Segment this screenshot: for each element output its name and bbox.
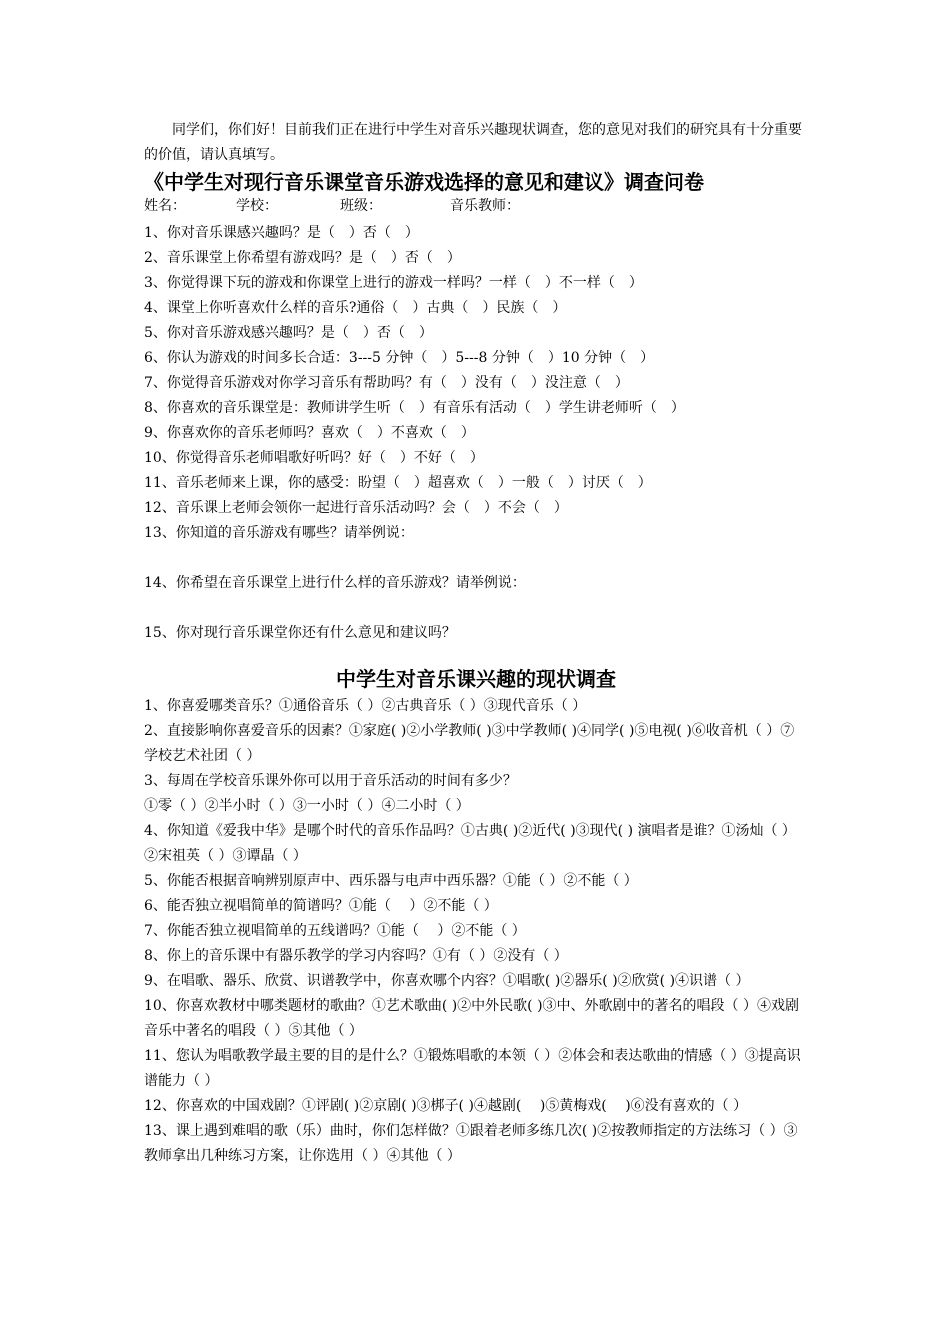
survey1-question-11: 11、音乐老师来上课，你的感受：盼望（ ）超喜欢（ ）一般（ ）讨厌（ ） [144, 475, 652, 491]
survey2-question-11: 11、您认为唱歌教学最主要的目的是什么？①锻炼唱歌的本领（ ）②体会和表达歌曲的情感（ ）③提高识谱能力（ ） [144, 1048, 801, 1089]
intro-paragraph: 同学们，你们好！目前我们正在进行中学生对音乐兴趣现状调查，您的意见对我们的研究具有十分重要的价值，请认真填写。 [144, 122, 802, 163]
survey1-question-6: 6、你认为游戏的时间多长合适：3---5 分钟（ ）5---8 分钟（ ）10 分钟（ ） [144, 350, 655, 366]
survey1-question-10: 10、你觉得音乐老师唱歌好听吗？好（ ）不好（ ） [144, 450, 484, 466]
field-class: 班级： [340, 198, 382, 214]
survey1-question-3: 3、你觉得课下玩的游戏和你课堂上进行的游戏一样吗？一样（ ）不一样（ ） [144, 275, 643, 291]
survey2-question-1: 1、你喜爱哪类音乐？①通俗音乐（ ）②古典音乐（ ）③现代音乐（ ） [144, 698, 587, 714]
survey2-question-8: 8、你上的音乐课中有器乐教学的学习内容吗？①有（ ）②没有（ ） [144, 948, 568, 964]
answer-space [144, 546, 808, 571]
survey1-question-4: 4、课堂上你听喜欢什么样的音乐?通俗（ ）古典（ ）民族（ ） [144, 300, 567, 316]
survey2-question-3-options: ①零（ ）②半小时（ ）③一小时（ ）④二小时（ ） [144, 798, 470, 814]
field-school: 学校： [236, 198, 278, 214]
survey1-question-7: 7、你觉得音乐游戏对你学习音乐有帮助吗？有（ ）没有（ ）没注意（ ） [144, 375, 629, 391]
survey1-question-2: 2、音乐课堂上你希望有游戏吗？是（ ）否（ ） [144, 250, 461, 266]
survey2-question-13: 13、课上遇到难唱的歌（乐）曲时，你们怎样做？①跟着老师多练几次( )②按教师指定的方法练习（ ）③教师拿出几种练习方案，让你选用（ ）④其他（ ） [144, 1123, 798, 1164]
survey1-info-fields [144, 196, 808, 217]
field-name: 姓名： [144, 198, 186, 214]
section-spacer [144, 646, 808, 664]
survey1-title: 《中学生对现行音乐课堂音乐游戏选择的意见和建议》调查问卷 [144, 170, 704, 194]
survey1-question-14: 14、你希望在音乐课堂上进行什么样的音乐游戏？请举例说： [144, 575, 526, 591]
survey1-questions [144, 221, 808, 646]
survey1-question-8: 8、你喜欢的音乐课堂是：教师讲学生听（ ）有音乐有活动（ ）学生讲老师听（ ） [144, 400, 685, 416]
survey2-question-2: 2、直接影响你喜爱音乐的因素？①家庭( )②小学教师( )③中学教师( )④同学( )⑤电视( )⑥收音机（ ）⑦学校艺术社团（ ） [144, 723, 795, 764]
survey1-question-15: 15、你对现行音乐课堂你还有什么意见和建议吗？ [144, 625, 456, 641]
survey2-questions [144, 694, 808, 1169]
survey2-question-7: 7、你能否独立视唱简单的五线谱吗？①能（ ）②不能（ ） [144, 923, 526, 939]
survey1-question-5: 5、你对音乐游戏感兴趣吗？是（ ）否（ ） [144, 325, 433, 341]
survey2-question-4: 4、你知道《爱我中华》是哪个时代的音乐作品吗？①古典( )②近代( )③现代( ) 演唱者是谁？①汤灿（ ）②宋祖英（ ）③谭晶（ ） [144, 823, 796, 864]
field-teacher: 音乐教师： [450, 198, 520, 214]
survey1-question-12: 12、音乐课上老师会领你一起进行音乐活动吗？会（ ）不会（ ） [144, 500, 568, 516]
survey2-question-9: 9、在唱歌、器乐、欣赏、识谱教学中，你喜欢哪个内容？①唱歌( )②器乐( )②欣赏( )④识谱（ ） [144, 973, 750, 989]
survey2-question-10: 10、你喜欢教材中哪类题材的歌曲？①艺术歌曲( )②中外民歌( )③中、外歌剧中的著名的唱段（ ）④戏剧音乐中著名的唱段（ ）⑤其他（ ） [144, 998, 800, 1039]
survey1-question-9: 9、你喜欢你的音乐老师吗？喜欢（ ）不喜欢（ ） [144, 425, 475, 441]
survey1-question-1: 1、你对音乐课感兴趣吗？是（ ）否（ ） [144, 225, 419, 241]
survey2-question-6: 6、能否独立视唱简单的简谱吗？①能（ ）②不能（ ） [144, 898, 498, 914]
survey2-title: 中学生对音乐课兴趣的现状调查 [336, 667, 616, 691]
survey2-question-3: 3、每周在学校音乐课外你可以用于音乐活动的时间有多少？ [144, 773, 517, 789]
answer-space [144, 596, 808, 621]
survey2-question-12: 12、你喜欢的中国戏剧？①评剧( )②京剧( )③梆子( )④越剧( )⑤黄梅戏( )⑥没有喜欢的（ ） [144, 1098, 748, 1114]
survey2-question-5: 5、你能否根据音响辨别原声中、西乐器与电声中西乐器？①能（ ）②不能（ ） [144, 873, 638, 889]
survey1-question-13: 13、你知道的音乐游戏有哪些？请举例说： [144, 525, 414, 541]
document-content [144, 118, 808, 1169]
